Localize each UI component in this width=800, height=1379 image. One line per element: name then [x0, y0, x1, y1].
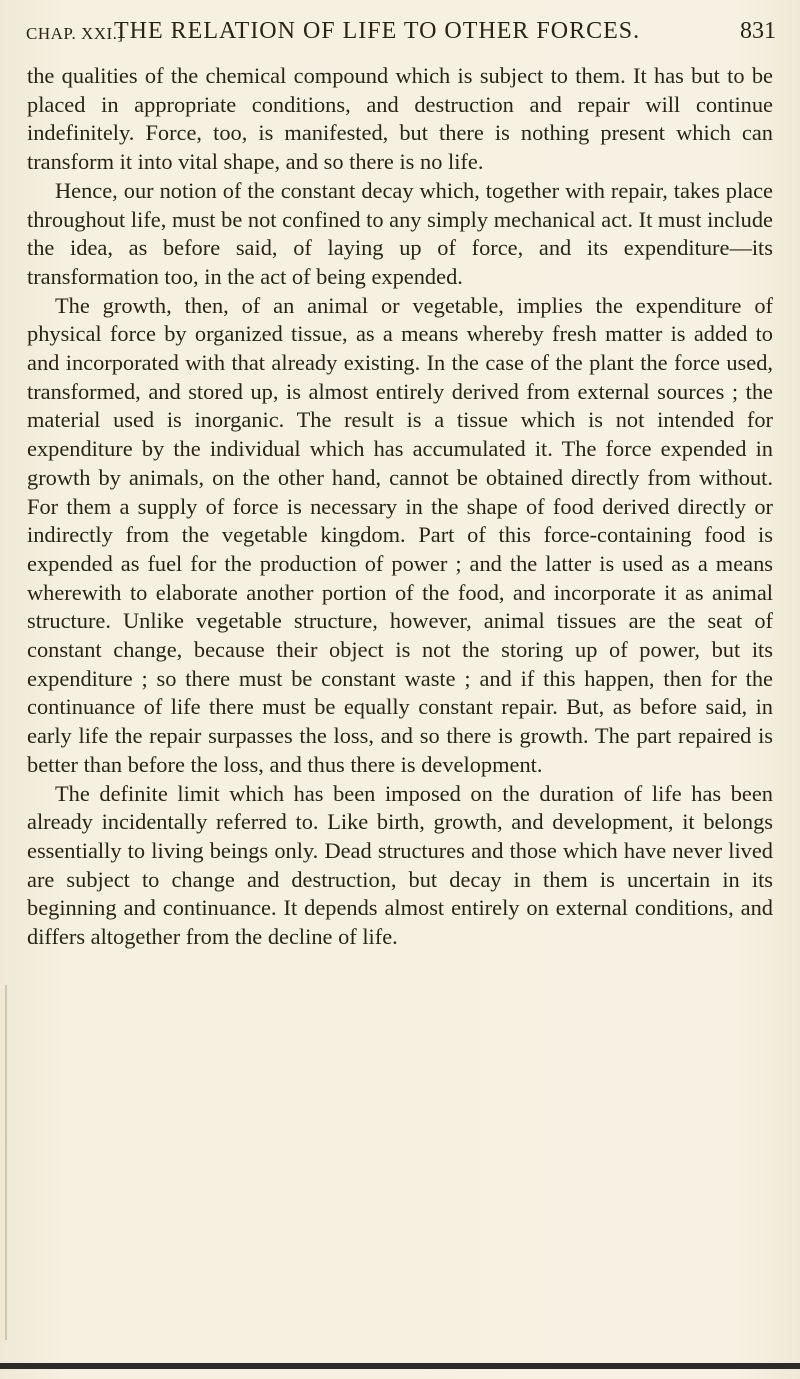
page-number: 831 [740, 18, 776, 44]
running-head [26, 18, 776, 48]
page-bottom-edge [0, 1363, 800, 1369]
paragraph-limit-of-life: The definite limit which has been imposed on the duration of life has been already incidentally referred to. Like birth, growth, and development, it belongs essentially to living beings only. Dead structures and those which have never lived are subject to change and destruction, but decay in them is uncertain in its beginning and continuance. It depends almost entirely on external conditions, and differs altogether from the decline of life. [27, 780, 773, 950]
running-title: THE RELATION OF LIFE TO OTHER FORCES. [114, 18, 641, 44]
body-text [27, 62, 773, 952]
chapter-reference: CHAP. XXI.] [26, 24, 124, 43]
paragraph-continuation: the qualities of the chemical compound which is subject to them. It has but to be placed in appropriate conditions, and destruction and repair will continue indefinitely. Force, too, is manifested, but there is nothing present which can transform it into vital shape, and so there is no life. [27, 63, 773, 175]
margin-line [5, 985, 7, 1340]
paragraph-growth: The growth, then, of an animal or vegetable, implies the expenditure of physical force by organized tissue, as a means whereby fresh matter is added to and incorporated with that already existing. In the case of the plant the force used, transformed, and stored up, is almost entirely derived from external sources ; the material used is inorganic. The result is a tissue which is not intended for expenditure by the individual which has accumulated it. The force expended in growth by animals, on the other hand, cannot be obtained directly from without. For them a supply of force is necessary in the shape of food derived directly or indirectly from the vegetable kingdom. Part of this force-containing food is expended as fuel for the production of power ; and the latter is used as a means wherewith to elaborate another portion of the food, and incorporate it as animal structure. Unlike vegetable structure, however, animal tissues are the seat of constant change, because their object is not the storing up of power, but its expenditure ; so there must be constant waste ; and if this happen, then for the continuance of life there must be equally constant repair. But, as before said, in early life the repair surpasses the loss, and so there is growth. The part repaired is better than before the loss, and thus there is development. [27, 292, 773, 777]
paragraph-decay-notion: Hence, our notion of the constant decay which, together with repair, takes place throughout life, must be not confined to any simply mechanical act. It must include the idea, as before said, of laying up of force, and its expenditure—its transformation too, in the act of being expended. [27, 177, 773, 289]
